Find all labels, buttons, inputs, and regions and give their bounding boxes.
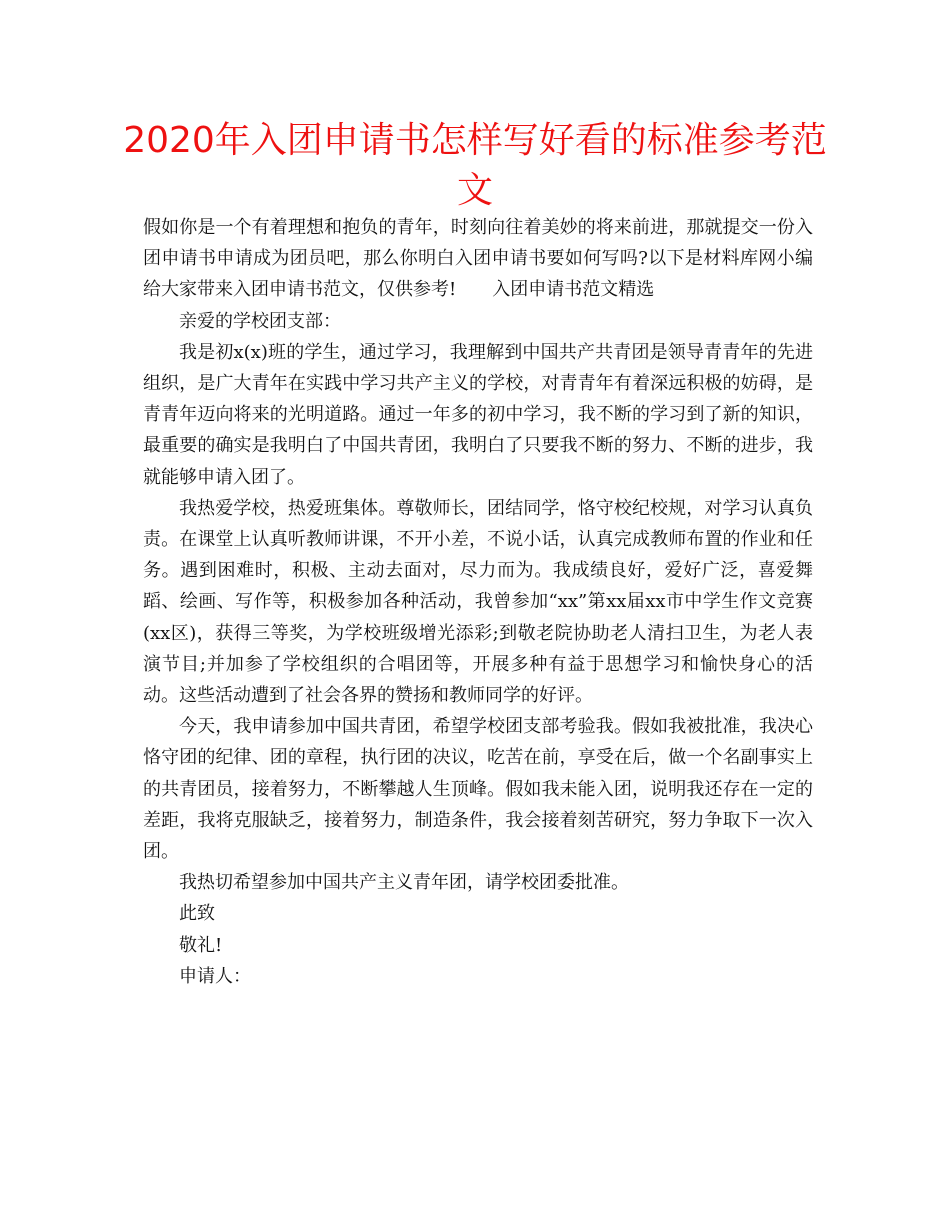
salutation: 亲爱的学校团支部： — [179, 310, 341, 332]
document-title: 2020年入团申请书怎样写好看的标准参考范文 — [123, 120, 827, 211]
document-body — [143, 212, 813, 992]
closing-line-2: 敬礼! — [179, 934, 223, 956]
body-paragraph-1: 我是初x(x)班的学生，通过学习，我理解到中国共产共青团是领导青青年的先进组织，是广大青年在实践中学习共产主义的学校，对青青年有着深远积极的妨碍，是青青年迈向将来的光明道路。通过一年多的初中学习，我不断的学习到了新的知识，最重要的确实是我明白了中国共青团，我明白了只要我不断的努力、不断的进步，我就能够申请入团了。 — [143, 341, 813, 488]
body-paragraph-4: 我热切希望参加中国共产主义青年团，请学校团委批准。 — [179, 872, 629, 894]
intro-paragraph — [143, 212, 813, 306]
body-paragraph-3: 今天，我申请参加中国共青团，希望学校团支部考验我。假如我被批准，我决心恪守团的纪律、团的章程，执行团的决议，吃苦在前，享受在后，做一个名副事实上的共青团员，接着努力，不断攀越人生顶峰。假如我未能入团，说明我还存在一定的差距，我将克服缺乏，接着努力，制造条件，我会接着刻苦研究，努力争取下一次入团。 — [143, 716, 813, 863]
intro-text: 假如你是一个有着理想和抱负的青年，时刻向往着美妙的将来前进，那就提交一份入团申请书申请成为团员吧，那么你明白入团申请书要如何写吗?以下是材料库网小编给大家带来入团申请书范文，仅供参考! — [143, 217, 813, 301]
closing-line-1: 此致 — [179, 903, 215, 925]
body-paragraph-2: 我热爱学校，热爱班集体。尊敬师长，团结同学，恪守校纪校规，对学习认真负责。在课堂上认真听教师讲课，不开小差，不说小话，认真完成教师布置的作业和任务。遇到困难时，积极、主动去面对，尽力而为。我成绩良好，爱好广泛，喜爱舞蹈、绘画、写作等，积极参加各种活动，我曾参加“xx”第xx届xx市中学生作文竞赛(xx区)，获得三等奖，为学校班级增光添彩;到敬老院协助老人清扫卫生，为老人表演节目;并加参了学校组织的合唱团等，开展多种有益于思想学习和愉快身心的活动。这些活动遭到了社会各界的赞扬和教师同学的好评。 — [143, 497, 813, 707]
section-heading: 入团申请书范文精选 — [492, 279, 655, 301]
signature-line: 申请人： — [179, 965, 251, 987]
